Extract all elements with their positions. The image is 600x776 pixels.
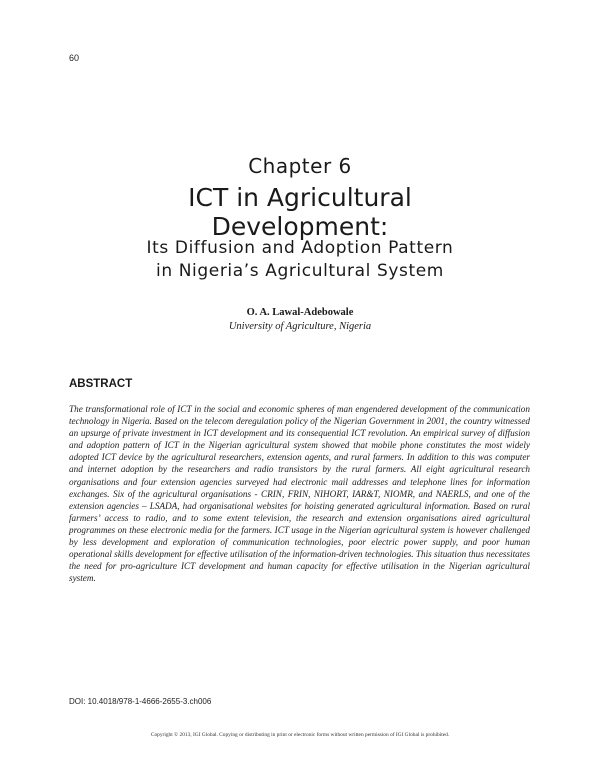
chapter-title-line: ICT in Agricultural [188, 183, 412, 212]
author-affiliation: University of Agriculture, Nigeria [228, 321, 372, 332]
abstract-body: The transformational role of ICT in the social and economic spheres of man engendered development of the communication technology in Nigeria. Based on the telecom deregulation policy of the Nigerian Government in 2001, the country witnessed an upsurge of private investment in ICT development and its consequential ICT revolution. An empirical survey of diffusion and adoption pattern of ICT in the Nigerian agricultural system showed that mobile phone constitutes the most widely adopted ICT device by the agricultural researchers, extension agents, and rural farmers. In addition to this was computer and internet adoption by the researchers and radio transistors by the rural farmers. All eight agricultural research organisations and four extension agencies surveyed had electronic mail addresses and telephone lines for information exchanges. Six of the agricultural organisations - CRIN, FRIN, NIHORT, IAR&T, NIOMR, and NAERLS, and one of the extension agencies – LSADA, had organisational websites for hoisting generated agricultural information. Based on rural farmers’ access to radio, and to some extent television, the research and extension organisations aired agricultural programmes on these electronic media for the farmers. ICT usage in the Nigerian agricultural system is however challenged by less development and exploration of communication technologies, poor electric power supply, and poor human operational skills development for effective utilisation of the information-driven technologies. This situation thus necessitates the need for pro-agriculture ICT development and human capacity for effective utilisation in the Nigerian agricultural system. [69, 404, 530, 584]
chapter-subtitle-line: Its Diffusion and Adoption Pattern [146, 238, 454, 258]
chapter-subtitle [0, 237, 600, 283]
doi: DOI: 10.4018/978-1-4666-2655-3.ch006 [69, 697, 212, 706]
chapter-title [0, 183, 600, 241]
page-number: 60 [69, 53, 80, 63]
chapter-title-line: Development: [211, 212, 389, 241]
chapter-subtitle-line: in Nigeria’s Agricultural System [156, 261, 444, 281]
abstract-heading: ABSTRACT [69, 378, 133, 390]
author-name: O. A. Lawal-Adebowale [246, 307, 354, 318]
copyright-notice: Copyright © 2013, IGI Global. Copying or distributing in print or electronic forms without written permission of IGI Global is prohibited. [150, 732, 450, 738]
chapter-label: Chapter 6 [248, 154, 352, 178]
